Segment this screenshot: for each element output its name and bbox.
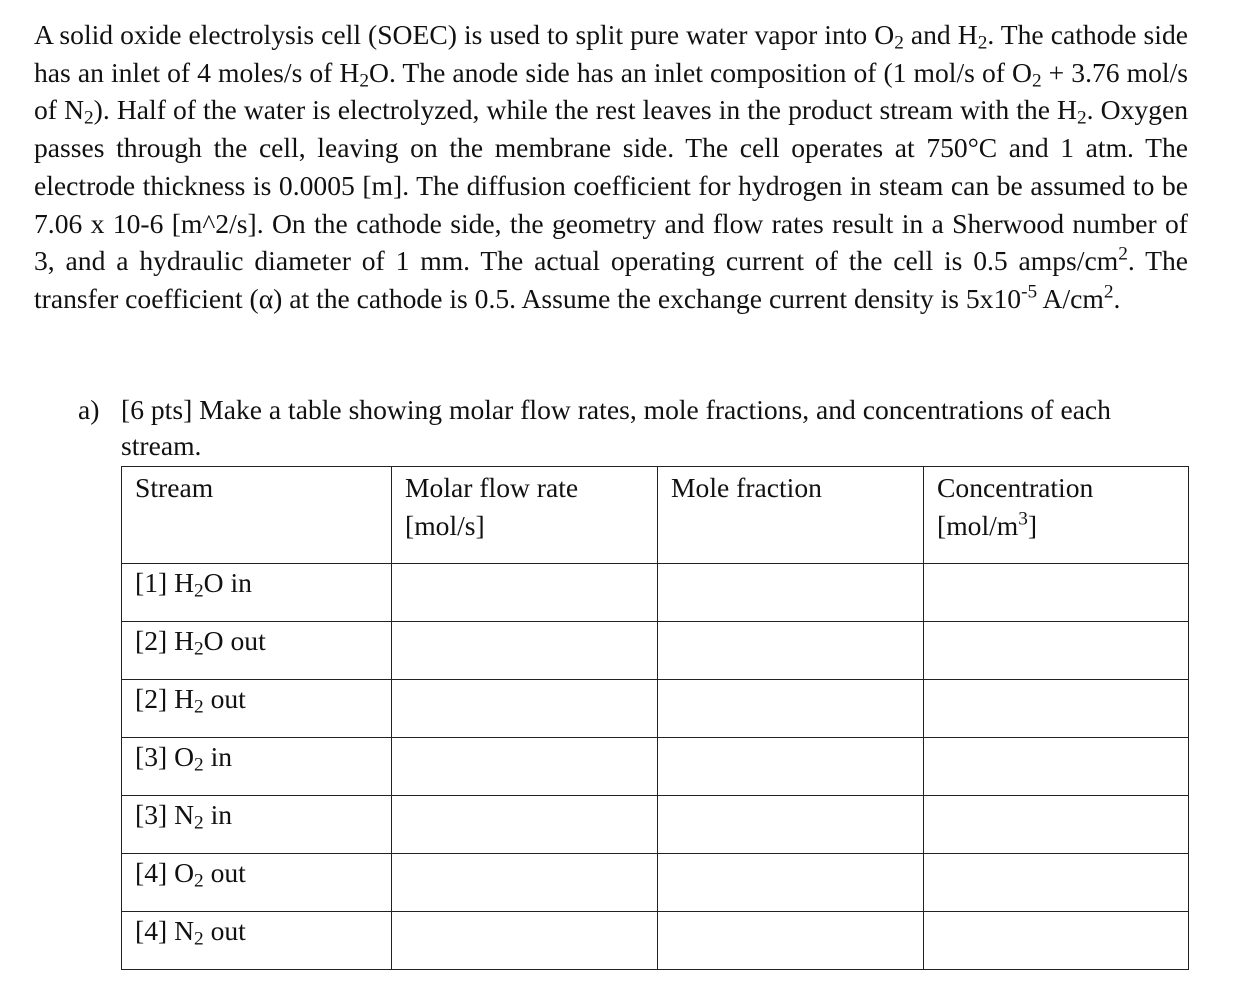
stream-cell: [4] $O_2$ out [122, 854, 392, 912]
concentration-cell[interactable] [924, 796, 1189, 854]
mole-fraction-cell[interactable] [658, 854, 924, 912]
stream-cell: [4] $N_2$ out [122, 912, 392, 970]
concentration-cell[interactable] [924, 738, 1189, 796]
problem-text: A solid oxide electrolysis cell (SOEC) is used to split pure water vapor into $O_2$ and $H_2$. The cathode side has an inlet of 4 moles/s of $H_2O$. The anode side has an inlet composition of (1 mol/s of $O_2 + 3.76$ mol/s of $N_2$). Half of the water is electrolyzed, while the rest leaves in the product stream with the $H_2$. Oxygen passes through the cell, leaving on the membrane side. The cell operates at 750°C and 1 atm. The electrode thickness is 0.0005 [m]. The diffusion coefficient for hydrogen in steam can be assumed to be 7.06 x 10-6 [m^2/s]. On the cathode side, the geometry and flow rates result in a Sherwood number of 3, and a hydraulic diameter of 1 mm. The actual operating current of the cell is 0.5 amps/$cm^2$. The transfer coefficient (α) at the cathode is 0.5. Assume the exchange current density is $5x10^{-5}$ $A/cm^2$. [34, 19, 1188, 314]
mole-fraction-cell[interactable] [658, 738, 924, 796]
stream-cell: [1] $H_2O$ in [122, 564, 392, 622]
concentration-cell[interactable] [924, 622, 1189, 680]
header-concentration-unit: $[mol/m^3]$ [937, 508, 1038, 541]
table-row [122, 854, 1189, 912]
table-row [122, 680, 1189, 738]
molar-flow-cell[interactable] [392, 564, 658, 622]
problem-statement [34, 16, 1188, 318]
table-row [122, 564, 1189, 622]
mole-fraction-cell[interactable] [658, 622, 924, 680]
molar-flow-cell[interactable] [392, 796, 658, 854]
stream-cell: [2] $H_2O$ out [122, 622, 392, 680]
table-header-row [122, 467, 1189, 564]
table-row [122, 912, 1189, 970]
stream-cell: [3] $N_2$ in [122, 796, 392, 854]
table-row [122, 622, 1189, 680]
header-molar-flow-unit: [mol/s] [405, 510, 485, 541]
part-a-label: a) [78, 394, 100, 425]
header-mole-fraction [658, 467, 924, 564]
header-concentration [924, 467, 1189, 564]
header-mole-fraction-label: Mole fraction [671, 472, 822, 503]
part-a-question: [6 pts] Make a table showing molar flow rates, mole fractions, and concentrations of each stream. [121, 394, 1111, 461]
stream-table [121, 466, 1189, 970]
table-row [122, 796, 1189, 854]
header-stream-label: Stream [135, 472, 214, 503]
molar-flow-cell[interactable] [392, 738, 658, 796]
concentration-cell[interactable] [924, 680, 1189, 738]
molar-flow-cell[interactable] [392, 854, 658, 912]
concentration-cell[interactable] [924, 564, 1189, 622]
stream-cell: [2] $H_2$ out [122, 680, 392, 738]
header-concentration-label: Concentration [937, 472, 1094, 503]
molar-flow-cell[interactable] [392, 680, 658, 738]
mole-fraction-cell[interactable] [658, 796, 924, 854]
table-row [122, 738, 1189, 796]
molar-flow-cell[interactable] [392, 912, 658, 970]
header-molar-flow-rate [392, 467, 658, 564]
header-stream [122, 467, 392, 564]
table-body [122, 564, 1189, 970]
mole-fraction-cell[interactable] [658, 912, 924, 970]
molar-flow-cell[interactable] [392, 622, 658, 680]
concentration-cell[interactable] [924, 854, 1189, 912]
concentration-cell[interactable] [924, 912, 1189, 970]
mole-fraction-cell[interactable] [658, 564, 924, 622]
mole-fraction-cell[interactable] [658, 680, 924, 738]
stream-cell: [3] $O_2$ in [122, 738, 392, 796]
header-molar-flow-label: Molar flow rate [405, 472, 579, 503]
